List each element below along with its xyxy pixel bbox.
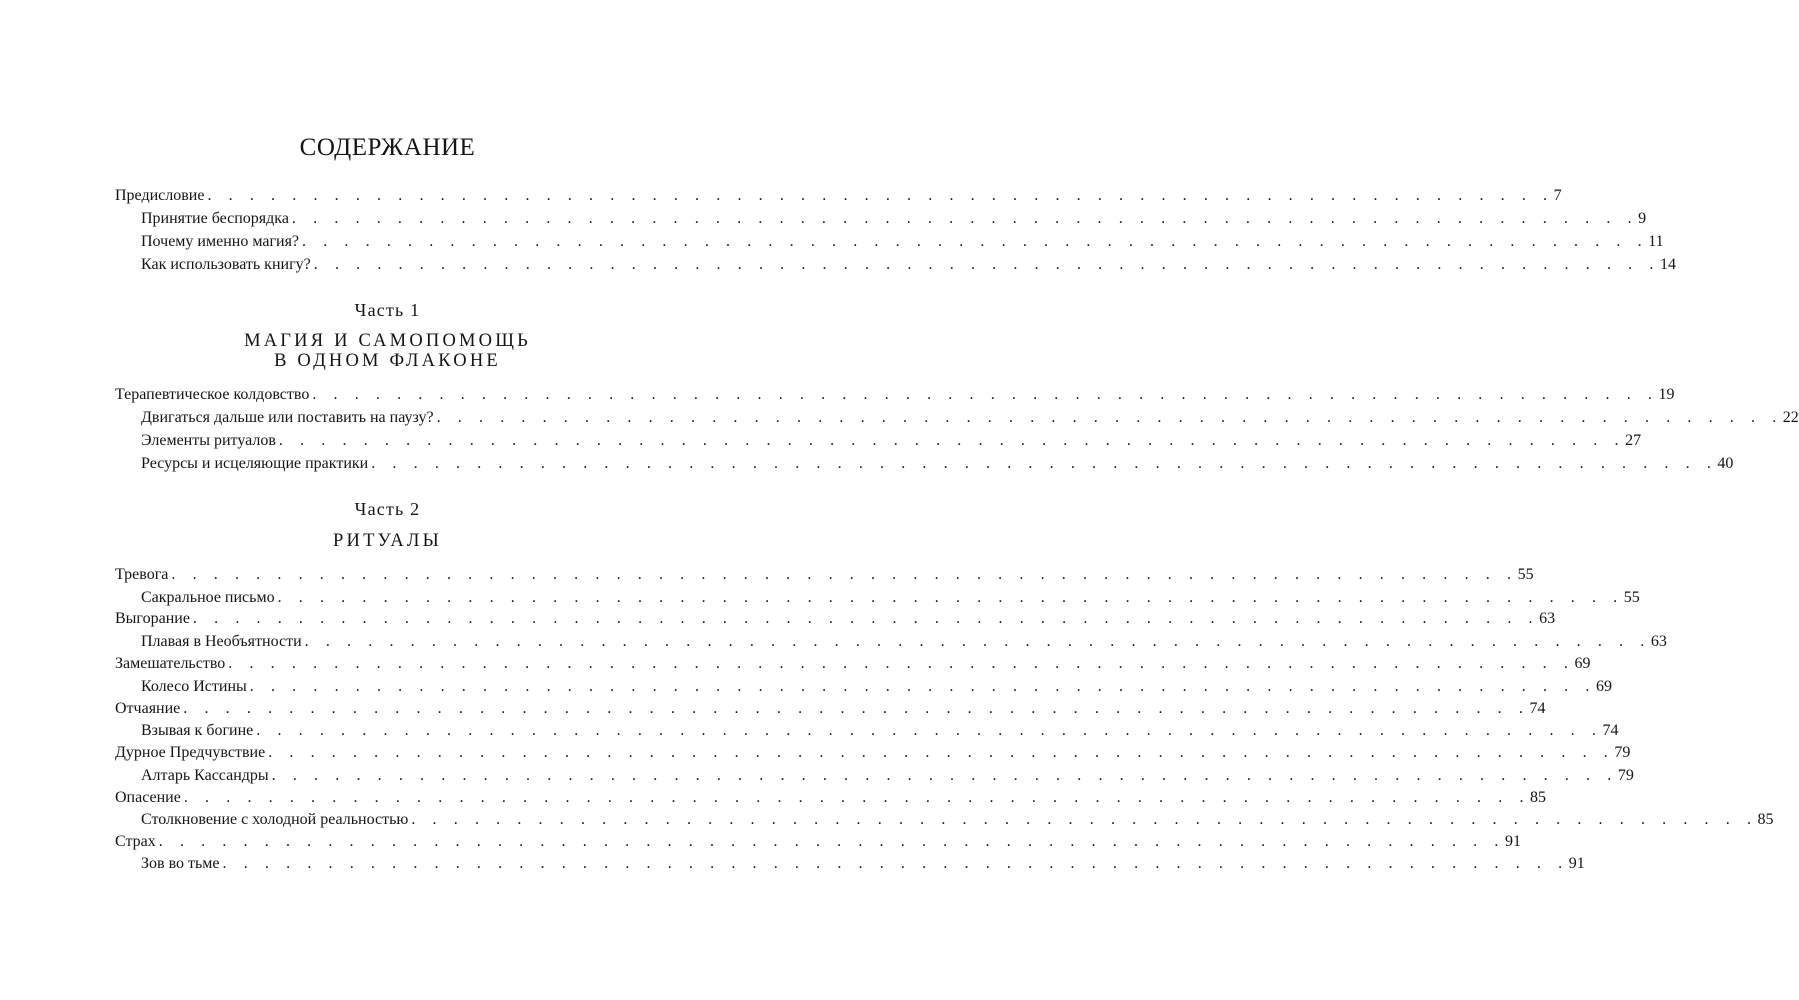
dot-leader: . . . . . . . . . . . . . . . . . . . . . . . . . . . . . . . . . . . . . . . . . . . . . . . . . . . . . . . . . . . . . . . . <box>183 789 1531 806</box>
toc-entry-label: Отчаяние <box>115 700 181 717</box>
toc-entry-label: Опасение <box>115 789 181 806</box>
toc-entry-sacred-letter[interactable] <box>141 587 1640 609</box>
toc-entry-label: Страх <box>115 833 156 850</box>
dot-leader: . . . . . . . . . . . . . . . . . . . . . . . . . . . . . . . . . . . . . . . . . . . . . . . . . . . . . . . . . . . . . . . . <box>228 655 1575 672</box>
toc-entry-preface[interactable] <box>115 185 1562 207</box>
toc-entry-page: 91 <box>1504 833 1521 850</box>
toc-entry-page: 7 <box>1553 187 1562 204</box>
dot-leader: . . . . . . . . . . . . . . . . . . . . . . . . . . . . . . . . . . . . . . . . . . . . . . . . . . . . . . . . . . . . . . . . <box>256 722 1603 739</box>
dot-leader: . . . . . . . . . . . . . . . . . . . . . . . . . . . . . . . . . . . . . . . . . . . . . . . . . . . . . . . . . . . . . . . . <box>222 855 1569 872</box>
toc-entry-page: 69 <box>1574 655 1591 672</box>
toc-entry-why-magic[interactable] <box>141 231 1664 253</box>
toc-entry-label: Почему именно магия? <box>141 233 300 250</box>
dot-leader: . . . . . . . . . . . . . . . . . . . . . . . . . . . . . . . . . . . . . . . . . . . . . . . . . . . . . . . . . . . . . . . . <box>277 589 1624 606</box>
toc-entry-cold-reality[interactable] <box>141 809 1774 831</box>
toc-entry-fear[interactable] <box>115 831 1521 853</box>
dot-leader: . . . . . . . . . . . . . . . . . . . . . . . . . . . . . . . . . . . . . . . . . . . . . . . . . . . . . . . . . . . . . . . . <box>291 210 1639 227</box>
toc-entry-cassandra-altar[interactable] <box>141 765 1634 787</box>
part-1-label: Часть 1 <box>354 300 421 320</box>
toc-entry-calling-goddess[interactable] <box>141 720 1619 742</box>
toc-entry-label: Колесо Истины <box>141 678 247 695</box>
toc-entry-therapeutic-witchcraft[interactable] <box>115 384 1675 406</box>
toc-entry-page: 19 <box>1658 386 1675 403</box>
toc-entry-label: Столкновение с холодной реальностью <box>141 811 409 828</box>
part-2-title: РИТУАЛЫ <box>333 531 442 551</box>
dot-leader: . . . . . . . . . . . . . . . . . . . . . . . . . . . . . . . . . . . . . . . . . . . . . . . . . . . . . . . . . . . . . . . . <box>313 256 1660 273</box>
dot-leader: . . . . . . . . . . . . . . . . . . . . . . . . . . . . . . . . . . . . . . . . . . . . . . . . . . . . . . . . . . . . . . . . <box>436 409 1783 426</box>
toc-entry-label: Сакральное письмо <box>141 589 275 606</box>
toc-entry-label: Двигаться дальше или поставить на паузу? <box>141 409 434 426</box>
toc-entry-label: Алтарь Кассандры <box>141 767 269 784</box>
toc-entry-page: 74 <box>1602 722 1619 739</box>
dot-leader: . . . . . . . . . . . . . . . . . . . . . . . . . . . . . . . . . . . . . . . . . . . . . . . . . . . . . . . . . . . . . . . . <box>192 610 1540 627</box>
toc-entry-page: 85 <box>1530 789 1547 806</box>
part-2-label: Часть 2 <box>354 499 421 519</box>
toc-entry-label: Элементы ритуалов <box>141 432 276 449</box>
toc-entry-page: 55 <box>1623 589 1640 606</box>
toc-entry-page: 55 <box>1517 566 1534 583</box>
dot-leader: . . . . . . . . . . . . . . . . . . . . . . . . . . . . . . . . . . . . . . . . . . . . . . . . . . . . . . . . . . . . . . . . <box>411 811 1758 828</box>
page-title: СОДЕРЖАНИЕ <box>299 134 476 161</box>
toc-entry-despair[interactable] <box>115 698 1546 720</box>
toc-entry-page: 40 <box>1717 455 1734 472</box>
toc-entry-page: 63 <box>1650 633 1667 650</box>
toc-entry-page: 69 <box>1595 678 1612 695</box>
dot-leader: . . . . . . . . . . . . . . . . . . . . . . . . . . . . . . . . . . . . . . . . . . . . . . . . . . . . . . . . . . . . . . . . <box>271 767 1618 784</box>
dot-leader: . . . . . . . . . . . . . . . . . . . . . . . . . . . . . . . . . . . . . . . . . . . . . . . . . . . . . . . . . . . . . . . . <box>302 233 1649 250</box>
dot-leader: . . . . . . . . . . . . . . . . . . . . . . . . . . . . . . . . . . . . . . . . . . . . . . . . . . . . . . . . . . . . . . . . <box>249 678 1596 695</box>
dot-leader: . . . . . . . . . . . . . . . . . . . . . . . . . . . . . . . . . . . . . . . . . . . . . . . . . . . . . . . . . . . . . . . . <box>312 386 1659 403</box>
toc-entry-label: Ресурсы и исцеляющие практики <box>141 455 369 472</box>
toc-entry-anxiety[interactable] <box>115 564 1534 586</box>
toc-entry-page: 27 <box>1625 432 1642 449</box>
toc-entry-embracing-mess[interactable] <box>141 208 1647 230</box>
toc-entry-page: 79 <box>1614 744 1631 761</box>
toc-entry-label: Дурное Предчувствие <box>115 744 266 761</box>
toc-entry-page: 22 <box>1782 409 1799 426</box>
toc-entry-ritual-elements[interactable] <box>141 430 1642 452</box>
toc-entry-apprehension[interactable] <box>115 787 1547 809</box>
toc-entry-label: Замешательство <box>115 655 226 672</box>
toc-entry-page: 79 <box>1617 767 1634 784</box>
toc-entry-page: 9 <box>1638 210 1647 227</box>
toc-entry-move-or-pause[interactable] <box>141 407 1799 429</box>
part-1-title-line-1: МАГИЯ И САМОПОМОЩЬ <box>244 331 531 351</box>
dot-leader: . . . . . . . . . . . . . . . . . . . . . . . . . . . . . . . . . . . . . . . . . . . . . . . . . . . . . . . . . . . . . . . . <box>183 700 1530 717</box>
toc-entry-floating-in-vastness[interactable] <box>141 631 1667 653</box>
dot-leader: . . . . . . . . . . . . . . . . . . . . . . . . . . . . . . . . . . . . . . . . . . . . . . . . . . . . . . . . . . . . . . . . <box>158 833 1505 850</box>
dot-leader: . . . . . . . . . . . . . . . . . . . . . . . . . . . . . . . . . . . . . . . . . . . . . . . . . . . . . . . . . . . . . . . . <box>207 187 1554 204</box>
toc-entry-page: 91 <box>1568 855 1585 872</box>
toc-entry-page: 11 <box>1648 233 1664 250</box>
dot-leader: . . . . . . . . . . . . . . . . . . . . . . . . . . . . . . . . . . . . . . . . . . . . . . . . . . . . . . . . . . . . . . . . <box>268 744 1615 761</box>
toc-entry-burnout[interactable] <box>115 608 1556 630</box>
toc-entry-page: 14 <box>1659 256 1676 273</box>
toc-entry-label: Выгорание <box>115 610 190 627</box>
dot-leader: . . . . . . . . . . . . . . . . . . . . . . . . . . . . . . . . . . . . . . . . . . . . . . . . . . . . . . . . . . . . . . . . <box>371 455 1718 472</box>
toc-entry-how-to-use[interactable] <box>141 254 1676 276</box>
toc-entry-label: Терапевтическое колдовство <box>115 386 310 403</box>
part-1-title-line-2: В ОДНОМ ФЛАКОНЕ <box>274 351 501 371</box>
toc-entry-label: Зов во тьме <box>141 855 220 872</box>
toc-entry-confusion[interactable] <box>115 653 1591 675</box>
toc-entry-resources[interactable] <box>141 453 1734 475</box>
toc-entry-wheel-of-truth[interactable] <box>141 676 1612 698</box>
toc-entry-label: Принятие беспорядка <box>141 210 289 227</box>
toc-entry-label: Как использовать книгу? <box>141 256 311 273</box>
toc-entry-page: 85 <box>1757 811 1774 828</box>
toc-entry-call-in-darkness[interactable] <box>141 853 1585 875</box>
dot-leader: . . . . . . . . . . . . . . . . . . . . . . . . . . . . . . . . . . . . . . . . . . . . . . . . . . . . . . . . . . . . . . . . <box>278 432 1626 449</box>
toc-entry-label: Плавая в Необъятности <box>141 633 302 650</box>
toc-entry-page: 63 <box>1539 610 1556 627</box>
dot-leader: . . . . . . . . . . . . . . . . . . . . . . . . . . . . . . . . . . . . . . . . . . . . . . . . . . . . . . . . . . . . . . . . <box>304 633 1651 650</box>
dot-leader: . . . . . . . . . . . . . . . . . . . . . . . . . . . . . . . . . . . . . . . . . . . . . . . . . . . . . . . . . . . . . . . . <box>171 566 1518 583</box>
toc-entry-label: Взывая к богине <box>141 722 254 739</box>
toc-entry-label: Предисловие <box>115 187 205 204</box>
toc-entry-page: 74 <box>1529 700 1546 717</box>
toc-entry-foreboding[interactable] <box>115 742 1631 764</box>
toc-entry-label: Тревога <box>115 566 169 583</box>
